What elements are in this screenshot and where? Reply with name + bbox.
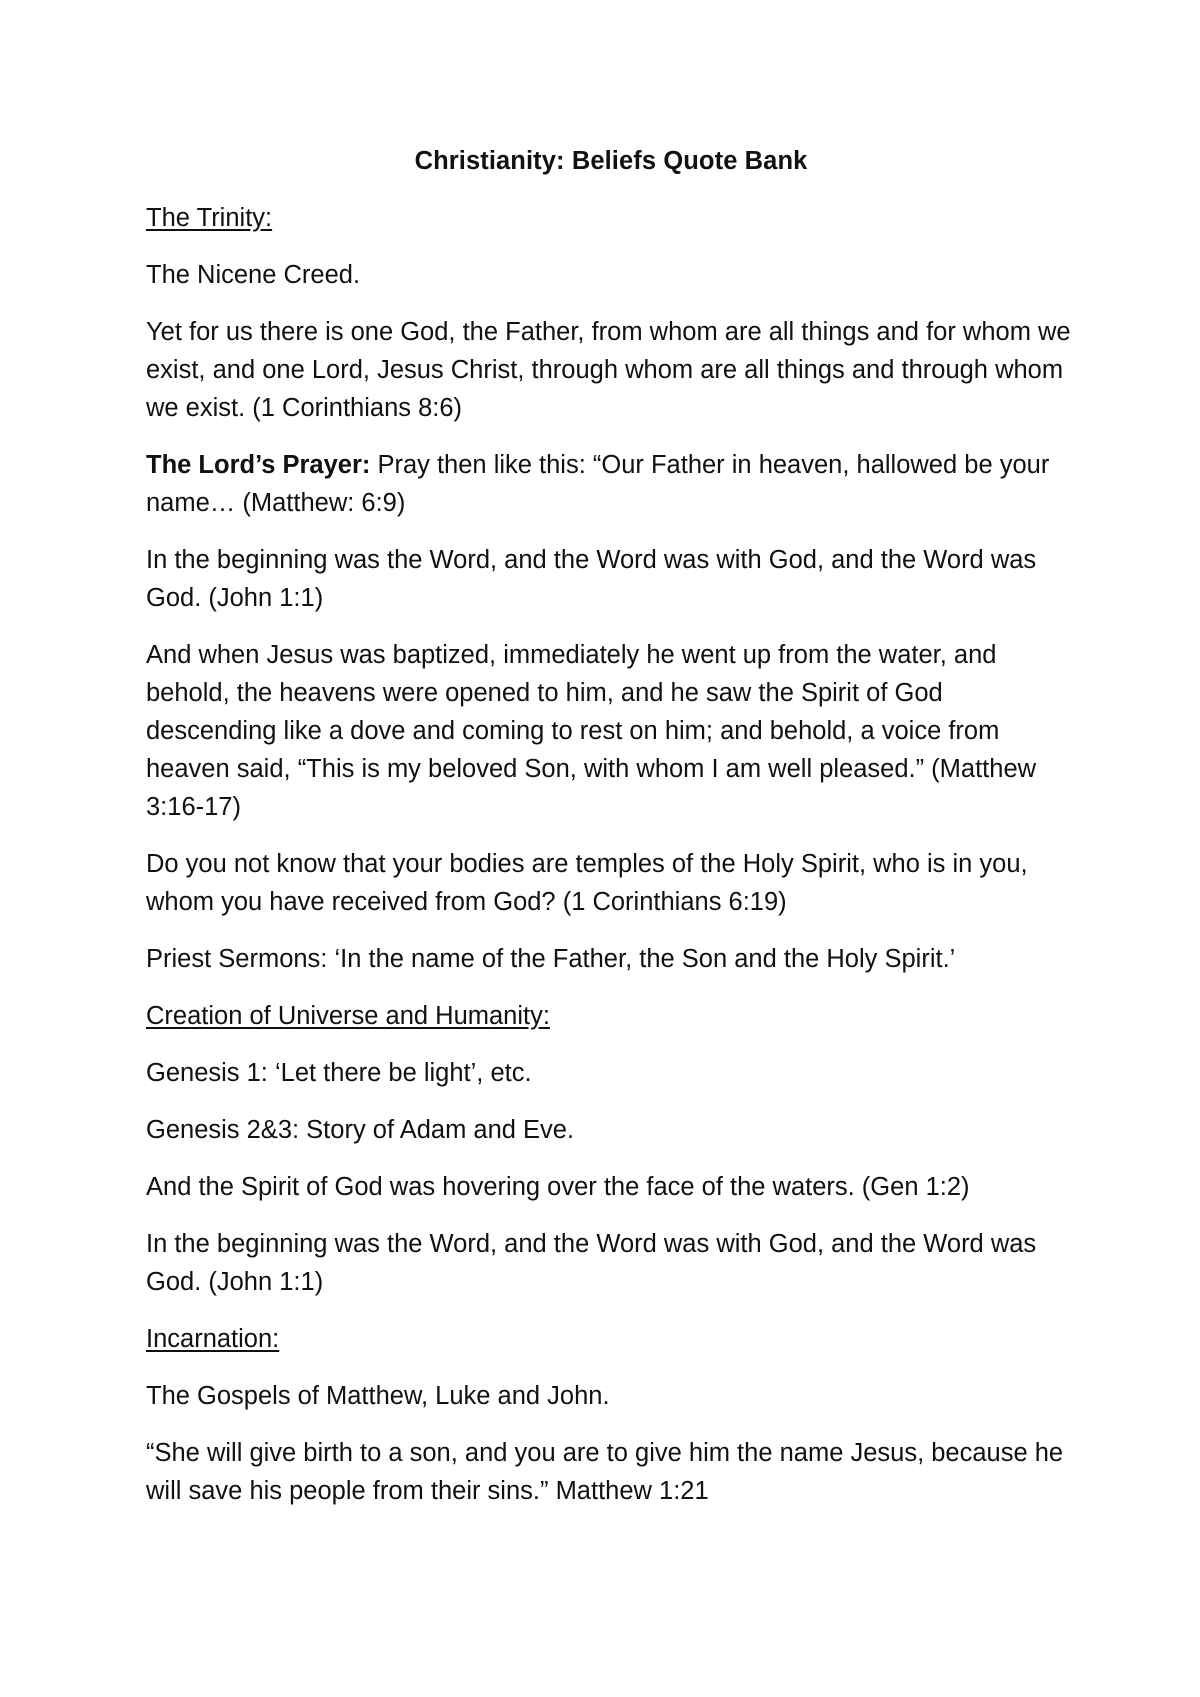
paragraph-text: Genesis 1: ‘Let there be light’, etc. <box>146 1059 532 1087</box>
paragraph <box>146 313 1076 427</box>
paragraph-text: The Gospels of Matthew, Luke and John. <box>146 1382 610 1410</box>
paragraph <box>146 446 1076 522</box>
paragraph <box>146 636 1076 826</box>
paragraph-text: Do you not know that your bodies are temples of the Holy Spirit, who is in you, whom you have received from God? (1 Corinthians 6:19) <box>146 850 1028 916</box>
paragraph <box>146 1054 1076 1092</box>
paragraph <box>146 1377 1076 1415</box>
paragraph-text: Pray then like this: “Our Father in heaven, hallowed be your name… (Matthew: 6:9) <box>146 451 1050 517</box>
paragraph-text: Priest Sermons: ‘In the name of the Father, the Son and the Holy Spirit.’ <box>146 945 956 973</box>
section-heading-creation: Creation of Universe and Humanity: <box>146 1002 550 1030</box>
paragraph-text: The Nicene Creed. <box>146 261 361 289</box>
section-heading-trinity: The Trinity: <box>146 204 273 232</box>
paragraph <box>146 845 1076 921</box>
paragraph-text: “She will give birth to a son, and you are to give him the name Jesus, because he will save his people from their sins.” Matthew 1:21 <box>146 1439 1064 1505</box>
document-title: Christianity: Beliefs Quote Bank <box>414 147 808 175</box>
paragraph <box>146 256 1076 294</box>
paragraph-text: And when Jesus was baptized, immediately he went up from the water, and behold, the heavens were opened to him, and he saw the Spirit of God descending like a dove and coming to rest on him; and behold, a voice from heaven said, “This is my beloved Son, with whom I am well pleased.” (Matthew 3:16-17) <box>146 641 1037 821</box>
paragraph <box>146 1225 1076 1301</box>
paragraph <box>146 1168 1076 1206</box>
paragraph <box>146 940 1076 978</box>
document-body <box>146 142 1076 1529</box>
paragraph-text: Genesis 2&3: Story of Adam and Eve. <box>146 1116 575 1144</box>
paragraph <box>146 1434 1076 1510</box>
paragraph-text: In the beginning was the Word, and the Word was with God, and the Word was God. (John 1:1) <box>146 1230 1037 1296</box>
paragraph-text: And the Spirit of God was hovering over the face of the waters. (Gen 1:2) <box>146 1173 970 1201</box>
paragraph-text: In the beginning was the Word, and the Word was with God, and the Word was God. (John 1:1) <box>146 546 1037 612</box>
paragraph-text: Yet for us there is one God, the Father, from whom are all things and for whom we exist, and one Lord, Jesus Christ, through whom are all things and through whom we exist. (1 Corinthians 8:6) <box>146 318 1071 422</box>
section-heading-incarnation: Incarnation: <box>146 1325 280 1353</box>
paragraph <box>146 541 1076 617</box>
paragraph <box>146 1111 1076 1149</box>
paragraph-lead: The Lord’s Prayer: <box>146 451 371 479</box>
